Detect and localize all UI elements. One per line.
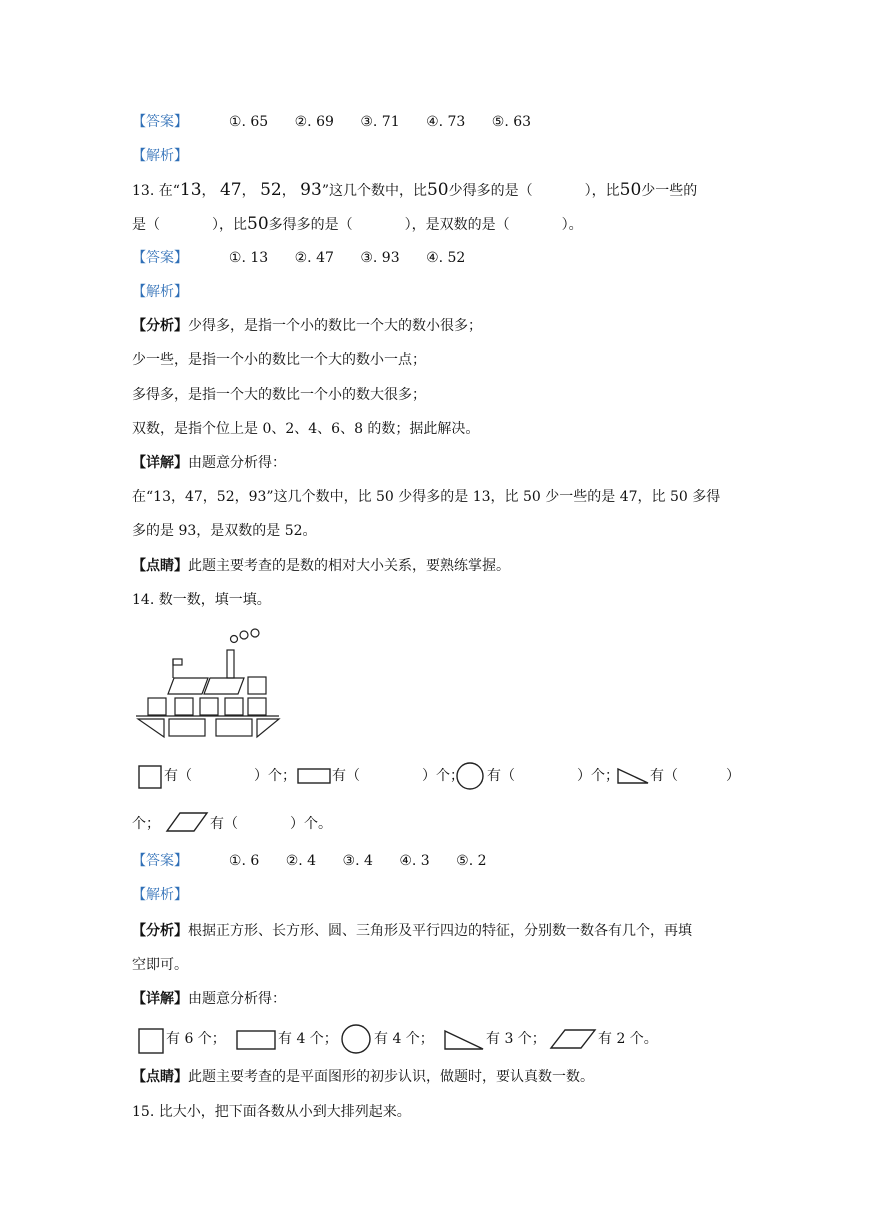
q14-count-3: 有 4 个； bbox=[374, 1031, 434, 1047]
q13-stem-line2 bbox=[132, 214, 583, 235]
xiangjie-text: 由题意分析得： bbox=[188, 991, 286, 1007]
hull-rect bbox=[169, 719, 205, 736]
cabin-square bbox=[248, 677, 266, 694]
parallelogram-shape-icon bbox=[166, 812, 208, 832]
q14-fill-1 bbox=[164, 766, 296, 786]
q14-fill-2 bbox=[332, 766, 464, 786]
q13-fenxi-3: 多得多，是指一个大的数比一个小的数大很多； bbox=[132, 387, 426, 403]
q14-fill-5 bbox=[210, 814, 332, 834]
answer-tag: 【答案】 bbox=[132, 853, 188, 869]
number-52: 52 bbox=[260, 180, 282, 200]
fill-text: 有（ bbox=[332, 768, 360, 784]
hull-square bbox=[225, 698, 243, 715]
answer-item: ②. 4 bbox=[285, 853, 317, 869]
stem-text: 数一数，填一填。 bbox=[158, 592, 271, 608]
q14-fill-5-prefix: 个； bbox=[132, 816, 160, 832]
question-number: 13. bbox=[132, 183, 155, 199]
stem-text: 多得多的是（ bbox=[268, 217, 353, 233]
q14-count-1: 有 6 个； bbox=[166, 1031, 226, 1047]
fenxi-tag: 【分析】 bbox=[132, 923, 188, 939]
q14-count-4: 有 3 个； bbox=[486, 1031, 546, 1047]
q14-answer-row bbox=[132, 851, 509, 871]
q13-fenxi-4: 双数，是指个位上是 0、2、4、6、8 的数；据此解决。 bbox=[132, 421, 480, 437]
hull-square bbox=[175, 698, 193, 715]
answer-tag: 【答案】 bbox=[132, 114, 188, 130]
q14-fenxi-2: 空即可。 bbox=[132, 957, 188, 973]
hull-triangle bbox=[257, 719, 279, 737]
triangle-shape-icon bbox=[444, 1030, 484, 1050]
q14-stem bbox=[132, 590, 271, 610]
fill-text: ）个； bbox=[422, 768, 464, 784]
square-shape-icon bbox=[138, 1028, 164, 1054]
q13-stem-line1: 13. 在“13， 47， 52， 93”这几个数中，比50少得多的是（ ），比50少一些的 bbox=[132, 180, 698, 200]
stem-text: 是（ bbox=[132, 217, 160, 233]
q13-fenxi-2: 少一些，是指一个小的数比一个大的数小一点； bbox=[132, 352, 426, 368]
number-47: 47 bbox=[219, 180, 242, 200]
dianjing-text: 此题主要考查的是平面图形的初步认识，做题时，要认真数一数。 bbox=[188, 1069, 594, 1085]
dianjing-text: 此题主要考查的是数的相对大小关系，要熟练掌握。 bbox=[188, 558, 510, 574]
fenxi-text: 少得多，是指一个小的数比一个大的数小很多； bbox=[188, 318, 482, 334]
smoke-circle bbox=[251, 629, 259, 637]
smoke-circle bbox=[231, 636, 238, 643]
xiangjie-tag: 【详解】 bbox=[132, 991, 188, 1007]
xiangjie-text: 由题意分析得： bbox=[188, 455, 286, 471]
dianjing-tag: 【点睛】 bbox=[132, 558, 188, 574]
rectangle-shape-icon bbox=[236, 1030, 276, 1050]
q14-count-2: 有 4 个； bbox=[278, 1031, 338, 1047]
hull-rect bbox=[216, 719, 252, 736]
stem-text: ”这几个数中，比 bbox=[321, 183, 427, 199]
stem-text: 少得多的是（ bbox=[448, 183, 533, 199]
question-number: 15. bbox=[132, 1104, 155, 1120]
stem-text: ），比 bbox=[212, 217, 247, 233]
hull-triangle bbox=[138, 719, 164, 737]
answer-item: ①. 65 bbox=[228, 114, 269, 130]
stem-text: ）。 bbox=[561, 217, 583, 233]
dianjing-tag: 【点睛】 bbox=[132, 1069, 188, 1085]
q13-answer-row bbox=[132, 248, 487, 268]
fill-text: 有（ bbox=[210, 816, 238, 832]
q13-xiangjie-2: 在“13，47，52，93”这几个数中，比 50 少得多的是 13，比 50 少一些的是 47，比 50 多得 bbox=[132, 489, 721, 505]
circle-shape-icon bbox=[341, 1024, 371, 1054]
number-93: 93 bbox=[300, 180, 322, 200]
q13-xiangjie bbox=[132, 453, 286, 473]
answer-tag: 【答案】 bbox=[132, 250, 188, 266]
answer-item: ④. 73 bbox=[426, 114, 466, 130]
stem-text: ），是双数的是（ bbox=[404, 217, 510, 233]
fenxi-text: 根据正方形、长方形、圆、三角形及平行四边的特征，分别数一数各有几个，再填 bbox=[188, 923, 692, 939]
q14-count-5: 有 2 个。 bbox=[598, 1031, 658, 1047]
fill-text: ）个。 bbox=[290, 816, 332, 832]
fill-text: ）个； bbox=[577, 768, 619, 784]
answer-item: ④. 3 bbox=[399, 853, 430, 869]
fill-text: ）个； bbox=[254, 768, 296, 784]
flag-rect bbox=[173, 659, 182, 665]
answer-item: ③. 4 bbox=[342, 853, 373, 869]
fill-text: 有（ bbox=[650, 768, 678, 784]
cabin-parallelogram bbox=[204, 678, 244, 694]
q12-answer-row bbox=[132, 112, 553, 132]
xiangjie-tag: 【详解】 bbox=[132, 455, 188, 471]
stem-text: 比大小，把下面各数从小到大排列起来。 bbox=[158, 1104, 411, 1120]
number-50: 50 bbox=[247, 214, 269, 234]
q13-xiangjie-3: 多的是 93，是双数的是 52。 bbox=[132, 523, 317, 539]
answer-item: ③. 93 bbox=[360, 250, 400, 266]
cabin-parallelogram bbox=[168, 678, 208, 694]
square-shape-icon bbox=[138, 765, 162, 789]
q14-analysis-tag: 【解析】 bbox=[132, 887, 188, 903]
answer-item: ④. 52 bbox=[426, 250, 466, 266]
hull-square bbox=[200, 698, 218, 715]
hull-square bbox=[148, 698, 166, 715]
q14-fill-3 bbox=[487, 766, 619, 786]
answer-item: ⑤. 63 bbox=[491, 114, 532, 130]
q12-analysis-tag: 【解析】 bbox=[132, 148, 188, 164]
fill-text: 有（ bbox=[487, 768, 515, 784]
fill-text: ） bbox=[726, 768, 740, 784]
number-50: 50 bbox=[619, 180, 642, 200]
number-50: 50 bbox=[426, 180, 449, 200]
stem-text: 在“ bbox=[158, 183, 180, 199]
number-13: 13 bbox=[179, 180, 202, 200]
parallelogram-shape-icon bbox=[550, 1029, 596, 1049]
q13-analysis-tag: 【解析】 bbox=[132, 284, 188, 300]
fenxi-tag: 【分析】 bbox=[132, 318, 188, 334]
q14-xiangjie bbox=[132, 989, 286, 1009]
smoke-circle bbox=[240, 631, 248, 639]
rectangle-shape-icon bbox=[297, 768, 331, 784]
stem-text: 少一些的 bbox=[641, 183, 698, 199]
fill-text: 有（ bbox=[164, 768, 192, 784]
circle-shape-icon bbox=[456, 762, 484, 790]
answer-item: ②. 47 bbox=[294, 250, 334, 266]
answer-item: ③. 71 bbox=[360, 114, 400, 130]
answer-item: ①. 6 bbox=[228, 853, 260, 869]
answer-item: ⑤. 2 bbox=[456, 853, 487, 869]
q14-fill-4 bbox=[650, 766, 740, 786]
triangle-shape-icon bbox=[617, 768, 649, 784]
q13-fenxi bbox=[132, 316, 482, 336]
stem-text: ），比 bbox=[584, 183, 620, 199]
q14-fenxi bbox=[132, 921, 692, 941]
q13-dianjing bbox=[132, 556, 510, 576]
ship-figure bbox=[136, 628, 286, 740]
question-number: 14. bbox=[132, 592, 155, 608]
q15-stem bbox=[132, 1102, 411, 1122]
chimney-rect bbox=[227, 650, 234, 678]
answer-item: ②. 69 bbox=[294, 114, 334, 130]
answer-item: ①. 13 bbox=[228, 250, 269, 266]
hull-square bbox=[248, 698, 266, 715]
q14-dianjing bbox=[132, 1067, 594, 1087]
